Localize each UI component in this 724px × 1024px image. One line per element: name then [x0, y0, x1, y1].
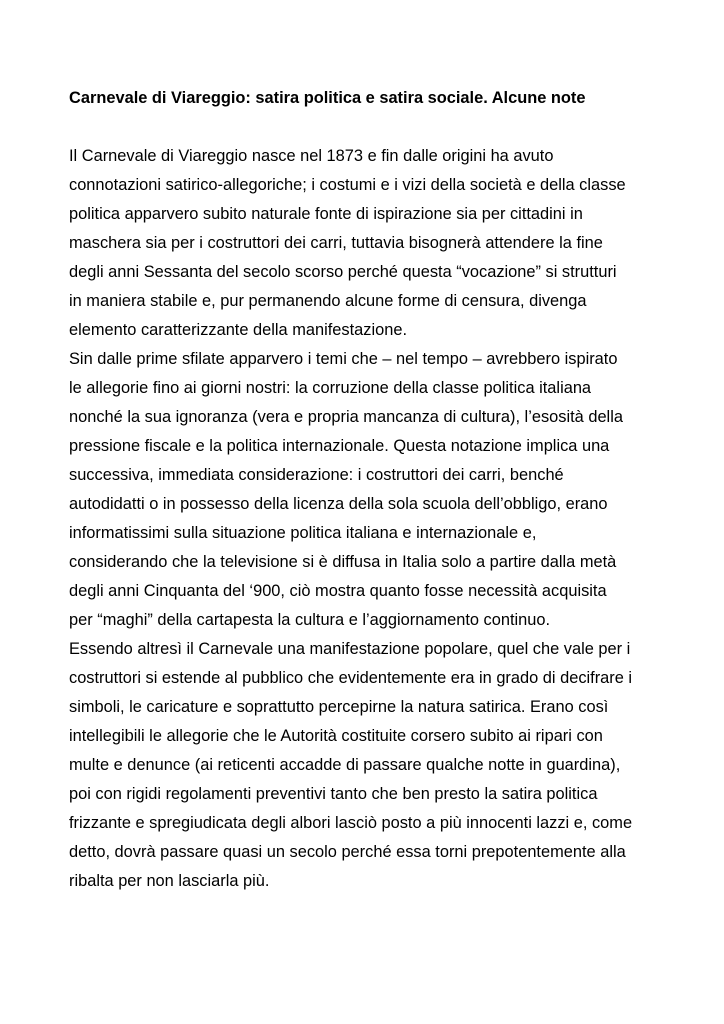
- text-line: poi con rigidi regolamenti preventivi tanto che ben presto la satira politica: [69, 785, 598, 803]
- text-line: elemento caratterizzante della manifestazione.: [69, 321, 408, 339]
- text-line: ribalta per non lasciarla più.: [69, 872, 270, 890]
- text-line: frizzante e spregiudicata degli albori lasciò posto a più innocenti lazzi e, come: [69, 814, 633, 832]
- text-line: connotazioni satirico-allegoriche; i costumi e i vizi della società e della classe: [69, 176, 626, 194]
- text-line: multe e denunce (ai reticenti accadde di passare qualche notte in guardina),: [69, 756, 621, 774]
- text-line: politica apparvero subito naturale fonte di ispirazione sia per cittadini in: [69, 205, 583, 223]
- text-line: pressione fiscale e la politica internazionale. Questa notazione implica una: [69, 437, 610, 455]
- text-line: simboli, le caricature e soprattutto percepirne la natura satirica. Erano così: [69, 698, 609, 716]
- text-line: successiva, immediata considerazione: i costruttori dei carri, benché: [69, 466, 564, 484]
- document-title: Carnevale di Viareggio: satira politica e satira sociale. Alcune note: [69, 89, 586, 107]
- document-body: [69, 142, 669, 896]
- text-line: maschera sia per i costruttori dei carri, tuttavia bisognerà attendere la fine: [69, 234, 603, 252]
- text-line: informatissimi sulla situazione politica italiana e internazionale e,: [69, 524, 537, 542]
- text-line: detto, dovrà passare quasi un secolo perché essa torni prepotentemente alla: [69, 843, 626, 861]
- text-line: Sin dalle prime sfilate apparvero i temi che – nel tempo – avrebbero ispirato: [69, 350, 618, 368]
- text-line: autodidatti o in possesso della licenza della sola scuola dell’obbligo, erano: [69, 495, 608, 513]
- text-line: Il Carnevale di Viareggio nasce nel 1873 e fin dalle origini ha avuto: [69, 147, 554, 165]
- text-line: degli anni Sessanta del secolo scorso perché questa “vocazione” si strutturi: [69, 263, 617, 281]
- text-line: intellegibili le allegorie che le Autorità costituite corsero subito ai ripari con: [69, 727, 603, 745]
- text-line: le allegorie fino ai giorni nostri: la corruzione della classe politica italiana: [69, 379, 592, 397]
- text-line: in maniera stabile e, pur permanendo alcune forme di censura, divenga: [69, 292, 587, 310]
- text-line: costruttori si estende al pubblico che evidentemente era in grado di decifrare i: [69, 669, 633, 687]
- text-line: nonché la sua ignoranza (vera e propria mancanza di cultura), l’esosità della: [69, 408, 623, 426]
- text-line: per “maghi” della cartapesta la cultura e l’aggiornamento continuo.: [69, 611, 551, 629]
- text-line: Essendo altresì il Carnevale una manifestazione popolare, quel che vale per i: [69, 640, 631, 658]
- text-line: degli anni Cinquanta del ‘900, ciò mostra quanto fosse necessità acquisita: [69, 582, 607, 600]
- text-line: considerando che la televisione si è diffusa in Italia solo a partire dalla metà: [69, 553, 617, 571]
